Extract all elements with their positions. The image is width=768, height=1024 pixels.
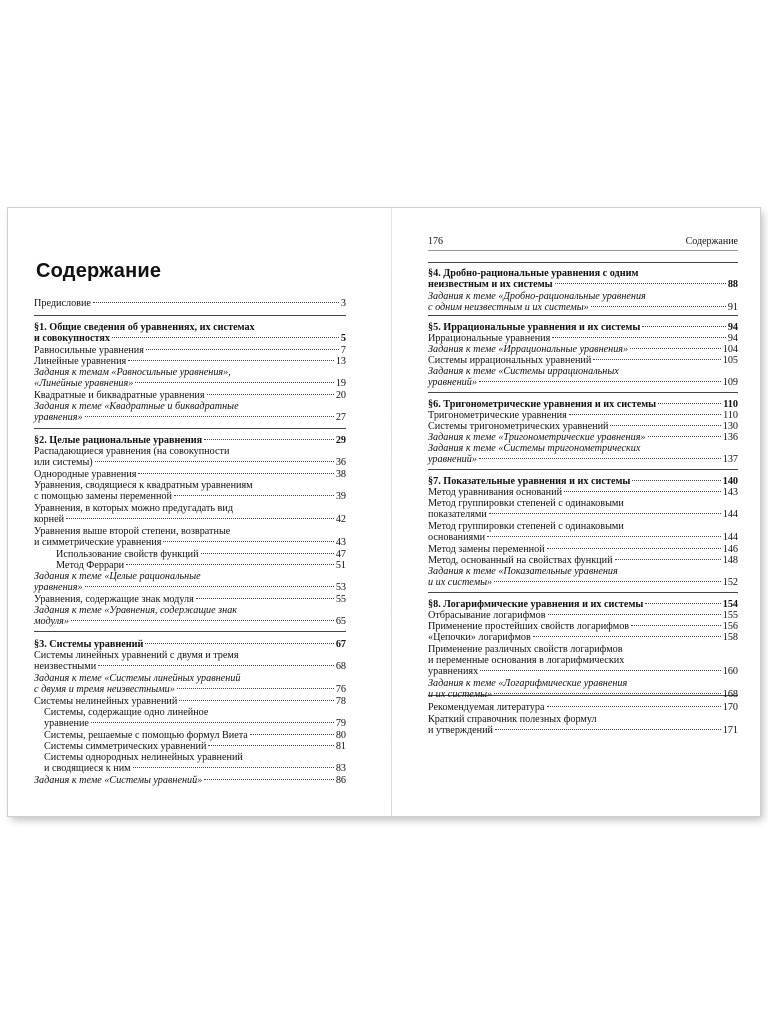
toc-entry-title-line: уравнениях — [428, 666, 479, 677]
dot-leader — [479, 381, 721, 382]
toc-entry-title-line: Метод замены переменной — [428, 544, 545, 555]
toc-page-number: 7 — [340, 345, 346, 356]
toc-entry[interactable] — [34, 298, 346, 310]
dot-leader — [648, 436, 721, 437]
toc-page-number: 19 — [335, 378, 346, 389]
dot-leader — [615, 559, 721, 560]
dot-leader — [201, 553, 334, 554]
dot-leader — [128, 360, 334, 361]
toc-entry[interactable] — [428, 498, 738, 521]
dot-leader — [196, 598, 334, 599]
toc-entry[interactable] — [34, 401, 346, 424]
section-divider — [34, 315, 346, 316]
section-divider — [34, 428, 346, 429]
toc-entry-title-line: уравнений» — [428, 377, 477, 388]
toc-page-number: 170 — [722, 702, 738, 713]
toc-entry-title-line: «Линейные уравнения» — [34, 378, 134, 389]
section-divider — [428, 469, 738, 470]
toc-entry-title-line: Системы однородных нелинейных уравнений — [44, 752, 243, 763]
dot-leader — [179, 700, 334, 701]
toc-entry-title-line: §1. Общие сведения об уравнениях, их системах — [34, 322, 255, 333]
toc-entry[interactable] — [34, 571, 346, 594]
toc-entry-title-line: Задания к теме «Системы иррациональных — [428, 366, 619, 377]
dot-leader — [548, 614, 721, 615]
toc-entry-title-line: показателями — [428, 509, 487, 520]
toc-entry-title-line: Предисловие — [34, 298, 91, 309]
section-divider — [428, 315, 738, 316]
toc-entry-title-line: Уравнения, содержащие знак модуля — [34, 594, 194, 605]
toc-entry[interactable] — [428, 644, 738, 678]
toc-page-number: 51 — [335, 560, 346, 571]
toc-entry[interactable] — [34, 650, 346, 673]
toc-entry-title-line: §3. Системы уравнений — [34, 639, 144, 650]
toc-entry-title-line: §6. Тригонометрические уравнения и их системы — [428, 399, 657, 410]
toc-page-number: 140 — [722, 476, 738, 487]
dot-leader — [593, 359, 720, 360]
toc-entry[interactable] — [34, 775, 346, 787]
dot-leader — [85, 586, 334, 587]
toc-entry[interactable] — [428, 366, 738, 389]
toc-page-number: 109 — [722, 377, 738, 388]
toc-entry[interactable] — [428, 291, 738, 314]
dot-leader — [564, 491, 721, 492]
toc-entry[interactable] — [34, 480, 346, 503]
toc-entry-title-line: Метод, основанный на свойствах функций — [428, 555, 613, 566]
toc-entry-title-line: Системы симметрических уравнений — [44, 741, 207, 752]
dot-leader — [177, 688, 334, 689]
dot-leader — [133, 767, 334, 768]
dot-leader — [135, 382, 333, 383]
toc-page-number: 91 — [727, 302, 738, 313]
dot-leader — [533, 636, 721, 637]
dot-leader — [658, 403, 721, 404]
page-number: 176 — [428, 236, 443, 247]
dot-leader — [547, 548, 721, 549]
toc-entry-title-line: Отбрасывание логарифмов — [428, 610, 546, 621]
toc-entry-title-line: Задания к теме «Тригонометрические уравнения» — [428, 432, 646, 443]
page-title: Содержание — [36, 260, 162, 282]
toc-entry-title-line: Задания к теме «Системы линейных уравнений — [34, 673, 241, 684]
toc-entry-title-line: Линейные уравнения — [34, 356, 127, 367]
dot-leader — [495, 729, 721, 730]
toc-entry-title-line: или системы) — [34, 457, 93, 468]
toc-entry-title-line: и утверждений — [428, 725, 494, 736]
toc-page-number: 171 — [722, 725, 738, 736]
toc-entry-title-line: Системы, содержащие одно линейное — [44, 707, 209, 718]
toc-page-number: 42 — [335, 514, 346, 525]
dot-leader — [71, 620, 334, 621]
toc-entry-title-line: и совокупностях — [34, 333, 110, 344]
toc-entry-title-line: Использование свойств функций — [56, 549, 199, 560]
toc-page-number: 55 — [335, 594, 346, 605]
dot-leader — [555, 283, 726, 284]
dot-leader — [645, 603, 720, 604]
left-page — [8, 208, 391, 816]
toc-entry-title-line: с помощью замены переменной — [34, 491, 172, 502]
toc-entry-title-line: Распадающиеся уравнения (на совокупности — [34, 446, 230, 457]
toc-page-number: 68 — [335, 661, 346, 672]
dot-leader — [569, 414, 721, 415]
toc-page-number: 81 — [335, 741, 346, 752]
dot-leader — [479, 458, 721, 459]
dot-leader — [642, 326, 725, 327]
toc-entry-title-line: Тригонометрические уравнения — [428, 410, 567, 421]
toc-page-number: 168 — [722, 689, 738, 700]
dot-leader — [126, 564, 334, 565]
toc-entry[interactable] — [34, 503, 346, 526]
dot-leader — [204, 779, 334, 780]
toc-entry-title-line: Метод Феррари — [56, 560, 125, 571]
dot-leader — [66, 518, 334, 519]
toc-entry[interactable] — [34, 605, 346, 628]
toc-page-number: 27 — [335, 412, 346, 423]
toc-entry-title-line: Задания к теме «Системы уравнений» — [34, 775, 203, 786]
toc-entry-title-line: и симметрические уравнения — [34, 537, 162, 548]
toc-entry-title-line: и сводящиеся к ним — [44, 763, 131, 774]
toc-entry-title-line: с двумя и тремя неизвестными» — [34, 684, 175, 695]
toc-entry-title-line: Задания к теме «Логарифмические уравнения — [428, 678, 628, 689]
toc-entry-title-line: Метод группировки степеней с одинаковыми — [428, 521, 624, 532]
dot-leader — [91, 722, 334, 723]
toc-entry-title-line: Системы иррациональных уравнений — [428, 355, 592, 366]
toc-entry[interactable] — [34, 322, 346, 345]
toc-page-number: 76 — [335, 684, 346, 695]
toc-entry[interactable] — [34, 367, 346, 390]
dot-leader — [112, 337, 339, 338]
dot-leader — [489, 513, 721, 514]
toc-entry-title-line: Рекомендуемая литература — [428, 702, 545, 713]
dot-leader — [610, 425, 720, 426]
toc-page-number: 53 — [335, 582, 346, 593]
toc-entry-title-line: Задания к теме «Квадратные и биквадратные — [34, 401, 239, 412]
toc-page-number: 43 — [335, 537, 346, 548]
toc-page-number: 110 — [723, 399, 738, 410]
running-title: Содержание — [685, 236, 738, 247]
section-divider — [428, 592, 738, 593]
dot-leader — [85, 416, 334, 417]
toc-entry-title-line: Задания к теме «Дробно-рациональные уравнения — [428, 291, 646, 302]
toc-entry-title-line: Применение различных свойств логарифмов — [428, 644, 623, 655]
toc-entry-title-line: Метод группировки степеней с одинаковыми — [428, 498, 624, 509]
toc-entry[interactable] — [428, 443, 738, 466]
section-divider — [34, 631, 346, 632]
toc-entry-title-line: Задания к теме «Уравнения, содержащие знак — [34, 605, 238, 616]
toc-entry-title-line: Равносильные уравнения — [34, 345, 144, 356]
dot-leader — [631, 625, 721, 626]
toc-entry-title-line: Применение простейших свойств логарифмов — [428, 621, 630, 632]
dot-leader — [632, 480, 720, 481]
toc-page-number: 144 — [722, 532, 738, 543]
dot-leader — [204, 439, 334, 440]
toc-page-number: 152 — [722, 577, 738, 588]
toc-entry-title-line: Метод уравнивания оснований — [428, 487, 563, 498]
toc-page-number: 80 — [335, 730, 346, 741]
toc-page-number: 36 — [335, 457, 346, 468]
dot-leader — [138, 473, 333, 474]
toc-entry[interactable] — [428, 566, 738, 589]
toc-page-number: 130 — [722, 421, 738, 432]
toc-entry-title-line: Краткий справочник полезных формул — [428, 714, 597, 725]
toc-entry[interactable] — [428, 632, 738, 644]
toc-entry-title-line: неизвестным и их системы — [428, 279, 553, 290]
toc-page-number: 105 — [722, 355, 738, 366]
toc-entry-title-line: модуля» — [34, 616, 69, 627]
toc-entry-title-line: уравнения» — [34, 412, 83, 423]
toc-page-number: 20 — [335, 390, 346, 401]
toc-page-number: 13 — [335, 356, 346, 367]
toc-entry-title-line: §8. Логарифмические уравнения и их системы — [428, 599, 644, 610]
toc-entry-title-line: основаниями — [428, 532, 486, 543]
toc-page-number: 156 — [722, 621, 738, 632]
toc-entry-title-line: уравнение — [44, 718, 89, 729]
toc-page-number: 39 — [335, 491, 346, 502]
toc-entry-title-line: Задания к темам «Равносильные уравнения», — [34, 367, 231, 378]
toc-page-number: 104 — [722, 344, 738, 355]
toc-page-number: 155 — [722, 610, 738, 621]
toc-entry[interactable] — [34, 673, 346, 696]
dot-leader — [480, 670, 721, 671]
toc-entry-title-line: и их системы» — [428, 577, 493, 588]
toc-page-number: 148 — [722, 555, 738, 566]
toc-page-number: 144 — [722, 509, 738, 520]
toc-page-number: 38 — [335, 469, 346, 480]
dot-leader — [93, 302, 339, 303]
toc-entry-title-line: Уравнения выше второй степени, возвратные — [34, 526, 231, 537]
toc-entry[interactable] — [34, 526, 346, 549]
toc-entry-title-line: Уравнения, в которых можно предугадать вид — [34, 503, 233, 514]
toc-entry-title-line: с одним неизвестным и их системы» — [428, 302, 589, 313]
dot-leader — [146, 349, 339, 350]
toc-entry-title-line: Системы, решаемые с помощью формул Виета — [44, 730, 248, 741]
toc-page-number: 94 — [727, 322, 738, 333]
toc-entry-title-line: уравнения» — [34, 582, 83, 593]
toc-page-number: 143 — [722, 487, 738, 498]
toc-entry-title-line: уравнений» — [428, 454, 477, 465]
toc-entry-title-line: §7. Показательные уравнения и их системы — [428, 476, 631, 487]
dot-leader — [547, 706, 721, 707]
toc-page-number: 3 — [340, 298, 346, 309]
toc-page-number: 78 — [335, 696, 346, 707]
toc-page-number: 110 — [723, 410, 738, 421]
toc-entry-title-line: Системы тригонометрических уравнений — [428, 421, 609, 432]
toc-entry[interactable] — [428, 521, 738, 544]
toc-entry-title-line: Задания к теме «Иррациональные уравнения» — [428, 344, 629, 355]
toc-entry[interactable] — [428, 714, 738, 737]
toc-entry-title-line: Уравнения, сводящиеся к квадратным уравнениям — [34, 480, 253, 491]
dot-leader — [95, 461, 334, 462]
toc-entry-title-line: Системы нелинейных уравнений — [34, 696, 178, 707]
toc-page-number: 65 — [335, 616, 346, 627]
running-header — [428, 236, 738, 251]
toc-entry-title-line: Однородные уравнения — [34, 469, 137, 480]
toc-entry[interactable] — [428, 268, 738, 291]
dot-leader — [591, 306, 726, 307]
toc-entry[interactable] — [34, 707, 346, 730]
dot-leader — [250, 734, 334, 735]
toc-page-number: 154 — [722, 599, 738, 610]
toc-page-number: 88 — [727, 279, 738, 290]
dot-leader — [552, 337, 726, 338]
toc-entry-title-line: Задания к теме «Целые рациональные — [34, 571, 201, 582]
toc-page-number: 29 — [335, 435, 346, 446]
toc-entry[interactable] — [428, 702, 738, 714]
toc-page-number: 137 — [722, 454, 738, 465]
toc-page-number: 5 — [340, 333, 346, 344]
dot-leader — [174, 495, 334, 496]
dot-leader — [494, 581, 721, 582]
toc-entry[interactable] — [428, 678, 738, 701]
toc-page-number: 146 — [722, 544, 738, 555]
book-spread — [8, 208, 760, 816]
toc-entry[interactable] — [34, 446, 346, 469]
dot-leader — [98, 665, 334, 666]
section-divider — [428, 262, 738, 263]
toc-entry-title-line: и переменные основания в логарифмических — [428, 655, 625, 666]
toc-entry-title-line: «Цепочки» логарифмов — [428, 632, 531, 643]
toc-entry-title-line: корней — [34, 514, 65, 525]
toc-page-number: 79 — [335, 718, 346, 729]
toc-page-number: 158 — [722, 632, 738, 643]
toc-page-number: 83 — [335, 763, 346, 774]
dot-leader — [630, 348, 721, 349]
toc-entry-title-line: Задания к теме «Системы тригонометрических — [428, 443, 641, 454]
toc-entry-title-line: §5. Иррациональные уравнения и их системы — [428, 322, 641, 333]
toc-page-number: 86 — [335, 775, 346, 786]
dot-leader — [207, 394, 334, 395]
section-divider — [428, 392, 738, 393]
dot-leader — [487, 536, 721, 537]
toc-page-number: 94 — [727, 333, 738, 344]
toc-page-number: 136 — [722, 432, 738, 443]
toc-page-number: 67 — [335, 639, 346, 650]
dot-leader — [494, 693, 721, 694]
toc-entry-title-line: Иррациональные уравнения — [428, 333, 551, 344]
dot-leader — [208, 745, 333, 746]
toc-entry-title-line: неизвестными — [34, 661, 97, 672]
toc-page-number: 160 — [722, 666, 738, 677]
toc-entry-title-line: Системы линейных уравнений с двумя и тремя — [34, 650, 239, 661]
toc-page-number: 47 — [335, 549, 346, 560]
right-page — [392, 208, 760, 816]
toc-entry-title-line: Задания к теме «Показательные уравнения — [428, 566, 618, 577]
toc-entry-title-line: §4. Дробно-рациональные уравнения с одним — [428, 268, 639, 279]
toc-entry-title-line: Квадратные и биквадратные уравнения — [34, 390, 205, 401]
toc-entry-title-line: и их системы» — [428, 689, 493, 700]
dot-leader — [163, 541, 333, 542]
toc-entry-title-line: §2. Целые рациональные уравнения — [34, 435, 203, 446]
toc-entry[interactable] — [34, 752, 346, 775]
dot-leader — [145, 643, 333, 644]
